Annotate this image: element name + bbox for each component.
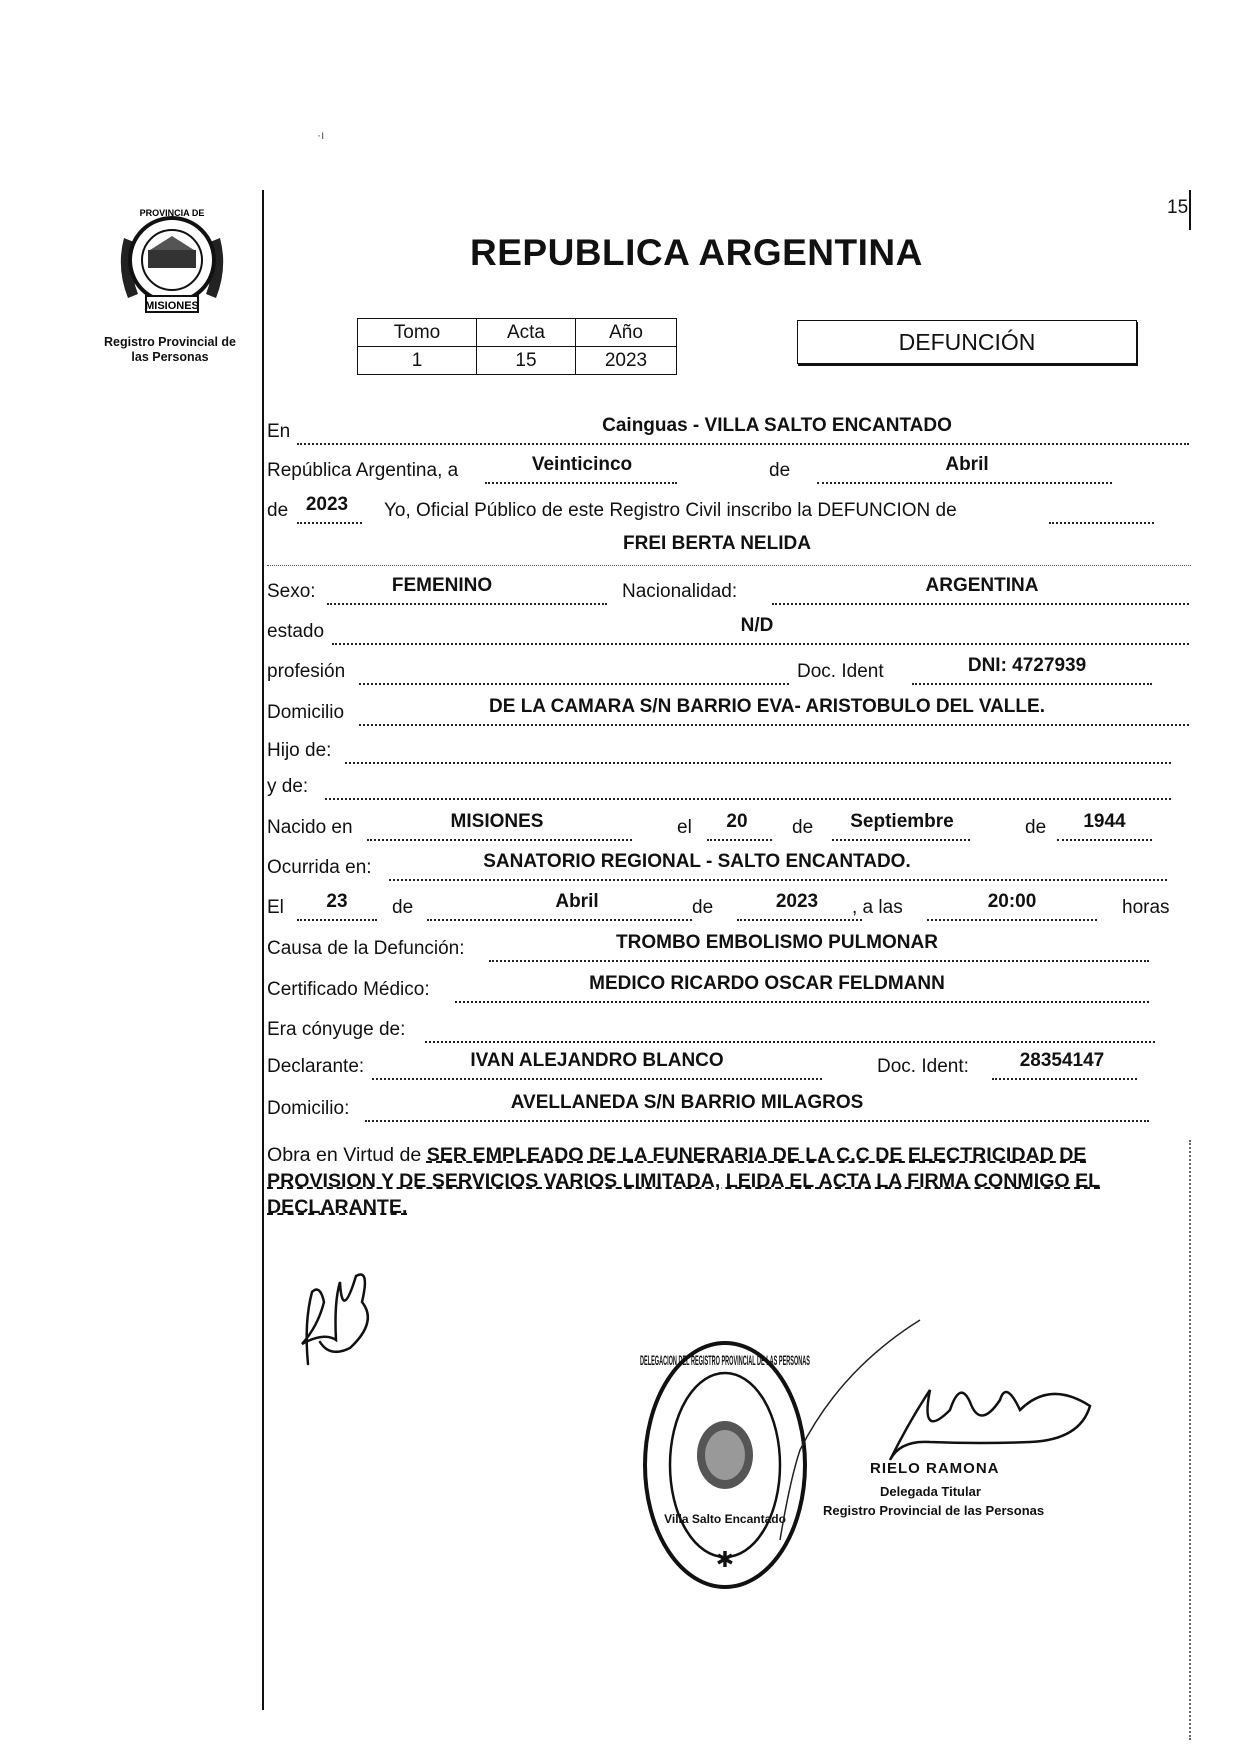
domicilio2-label: Domicilio: xyxy=(267,1098,350,1119)
decl-doc: 28354147 xyxy=(1019,1050,1105,1071)
seal-inner-text: Villa Salto Encantado xyxy=(664,1512,786,1526)
right-margin-dotted-rule xyxy=(1189,1140,1192,1740)
seal-ring-text: DELEGACION DEL REGISTRO PROVINCIAL DE LAS PERSONAS xyxy=(640,1352,810,1368)
row-ocurrida xyxy=(267,848,1191,884)
en-label: En xyxy=(267,421,291,442)
nacionalidad: ARGENTINA xyxy=(925,575,1039,596)
nacido-mes-underline xyxy=(832,839,970,841)
domicilio: DE LA CAMARA S/N BARRIO EVA- ARISTOBULO DEL VALLE. xyxy=(489,696,1045,717)
decl-doc-label: Doc. Ident: xyxy=(877,1056,969,1077)
nombre-separator xyxy=(267,565,1191,566)
tomo-acta-ano-table xyxy=(357,318,677,375)
de-label: de xyxy=(769,460,791,481)
inscribo-text: Yo, Oficial Público de este Registro Civil inscribo la DEFUNCION de xyxy=(384,500,957,521)
conyuge-label: Era cónyuge de: xyxy=(267,1019,406,1040)
estado: N/D xyxy=(740,615,774,636)
nacido-label: Nacido en xyxy=(267,817,353,838)
row-fecha-defuncion xyxy=(267,888,1191,924)
declarant-signature xyxy=(290,1262,400,1372)
province-emblem-icon xyxy=(110,198,234,320)
hora: 20:00 xyxy=(987,891,1037,912)
ocurrida-label: Ocurrida en: xyxy=(267,857,372,878)
muerte-dia: 23 xyxy=(326,891,348,912)
hora-underline xyxy=(927,919,1097,921)
alas-label: , a las xyxy=(852,897,903,918)
nacido-ano: 1944 xyxy=(1083,811,1126,832)
year-underline xyxy=(297,522,362,524)
yde-label: y de: xyxy=(267,776,309,797)
doc-ident-label: Doc. Ident xyxy=(797,661,884,682)
ocurrida-underline xyxy=(389,879,1167,881)
nacido-dia: 20 xyxy=(726,811,748,832)
yde-underline xyxy=(325,798,1171,800)
causa-label: Causa de la Defunción: xyxy=(267,938,465,959)
doc-ident-underline xyxy=(912,683,1152,685)
doc-ident: DNI: 4727939 xyxy=(967,655,1087,676)
horas-label: horas xyxy=(1122,897,1170,918)
official-role: Delegada Titular xyxy=(880,1484,981,1499)
profesion-underline xyxy=(359,683,789,685)
estado-underline xyxy=(332,643,1189,645)
row-estado xyxy=(267,612,1191,648)
nacido-de2: de xyxy=(1025,817,1047,838)
month-underline xyxy=(817,482,1112,484)
row-conyuge xyxy=(267,1010,1191,1046)
obra-en-virtud xyxy=(267,1142,1189,1220)
row-profesion xyxy=(267,652,1191,688)
nacido-mes: Septiembre xyxy=(850,811,954,832)
certificado-label: Certificado Médico: xyxy=(267,979,430,1000)
row-fecha xyxy=(267,451,1191,487)
causa: TROMBO EMBOLISMO PULMONAR xyxy=(616,932,938,953)
obra-text: SER EMPLEADO DE LA FUNERARIA DE LA C.C DE ELECTRICIDAD DE PROVISION Y DE SERVICIOS VARIOS LIMITADA, LEIDA EL ACTA LA FIRMA CONMIGO EL DECLARANTE. xyxy=(267,1144,1101,1218)
emblem-bottom-text: MISIONES xyxy=(145,300,199,312)
row-domicilio-declarante xyxy=(267,1089,1191,1125)
hijo-label: Hijo de: xyxy=(267,740,332,761)
official-office: Registro Provincial de las Personas xyxy=(823,1503,1045,1518)
row-certificado xyxy=(267,970,1191,1006)
row-causa xyxy=(267,929,1191,965)
declarante: IVAN ALEJANDRO BLANCO xyxy=(470,1050,724,1071)
sexo-underline xyxy=(327,603,607,605)
ano-header: Año xyxy=(576,319,677,347)
deceased-name: FREI BERTA NELIDA xyxy=(623,533,811,554)
ocurrida: SANATORIO REGIONAL - SALTO ENCANTADO. xyxy=(483,851,911,872)
en-value: Cainguas - VILLA SALTO ENCANTADO xyxy=(602,415,952,436)
acta-header: Acta xyxy=(477,319,576,347)
muerte-ano-underline xyxy=(737,919,862,921)
inscribo-underline xyxy=(1049,522,1154,524)
nacido-dia-underline xyxy=(707,839,772,841)
official-name: RIELO RAMONA xyxy=(870,1460,1000,1477)
registro-label-line2: las Personas xyxy=(131,350,209,364)
certificado-underline xyxy=(455,1001,1149,1003)
right-margin-rule xyxy=(1189,190,1191,230)
obra-label: Obra en Virtud de xyxy=(267,1144,422,1166)
nacido-de1: de xyxy=(792,817,814,838)
tomo-value: 1 xyxy=(358,347,477,375)
day-word: Veinticinco xyxy=(531,454,633,475)
tomo-header: Tomo xyxy=(358,319,477,347)
sexo: FEMENINO xyxy=(391,575,493,596)
profesion-label: profesión xyxy=(267,661,346,682)
row-nacido xyxy=(267,808,1191,844)
domicilio-underline xyxy=(359,724,1189,726)
year: 2023 xyxy=(305,494,349,515)
acta-value: 15 xyxy=(477,347,576,375)
day-underline xyxy=(485,482,677,484)
muerte-ano: 2023 xyxy=(775,891,819,912)
row-declarante xyxy=(267,1047,1191,1083)
hijo-underline xyxy=(345,762,1171,764)
row-domicilio xyxy=(267,693,1191,729)
rep-label: República Argentina, a xyxy=(267,460,459,481)
muerte-mes-underline xyxy=(427,919,692,921)
document-type-box: DEFUNCIÓN xyxy=(797,320,1137,364)
emblem-top-text: PROVINCIA DE xyxy=(139,208,205,218)
el-label: el xyxy=(677,817,692,838)
nacido-ano-underline xyxy=(1057,839,1152,841)
row-sexo xyxy=(267,572,1191,608)
estado-label: estado xyxy=(267,621,325,642)
causa-underline xyxy=(489,960,1149,962)
registro-label xyxy=(90,335,250,365)
domicilio-label: Domicilio xyxy=(267,702,345,723)
month: Abril xyxy=(945,454,989,475)
domicilio2: AVELLANEDA S/N BARRIO MILAGROS xyxy=(510,1092,864,1113)
domicilio2-underline xyxy=(365,1120,1149,1122)
page-title: REPUBLICA ARGENTINA xyxy=(470,232,923,273)
page-number: 15 xyxy=(1167,197,1189,218)
ano-value: 2023 xyxy=(576,347,677,375)
scan-mark: ·ı xyxy=(317,128,325,142)
conyuge-underline xyxy=(425,1041,1155,1043)
seal-star-icon: ✱ xyxy=(715,1547,735,1572)
declarante-label: Declarante: xyxy=(267,1056,365,1077)
year-prefix: de xyxy=(267,500,289,521)
row-inscribo xyxy=(267,491,1191,527)
certificado: MEDICO RICARDO OSCAR FELDMANN xyxy=(589,973,945,994)
el2-label: El xyxy=(267,897,284,918)
row-en xyxy=(267,412,1191,448)
row-nombre xyxy=(267,530,1191,566)
nacionalidad-underline xyxy=(772,603,1189,605)
sexo-label: Sexo: xyxy=(267,581,316,602)
row-yde xyxy=(267,767,1191,803)
muerte-mes: Abril xyxy=(555,891,599,912)
en-underline xyxy=(297,443,1189,445)
muerte-de2: de xyxy=(692,897,714,918)
nacido-lugar: MISIONES xyxy=(450,811,544,832)
muerte-de1: de xyxy=(392,897,414,918)
muerte-dia-underline xyxy=(297,919,377,921)
row-hijo xyxy=(267,731,1191,767)
registro-label-line1: Registro Provincial de xyxy=(104,335,236,349)
nacido-lugar-underline xyxy=(367,839,632,841)
nacionalidad-label: Nacionalidad: xyxy=(622,581,738,602)
decl-doc-underline xyxy=(992,1078,1137,1080)
declarante-underline xyxy=(372,1078,822,1080)
left-margin-rule xyxy=(262,190,264,1710)
